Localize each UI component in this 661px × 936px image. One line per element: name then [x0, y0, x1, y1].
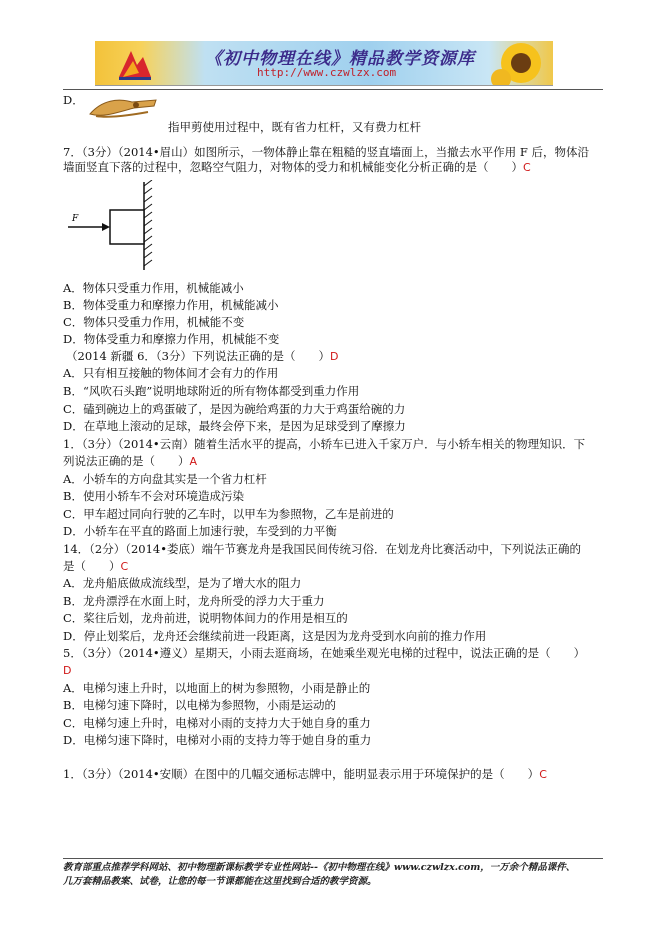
q4-stem-line-1: 14．（2分）（2014•娄底）端午节赛龙舟是我国民间传统习俗．在划龙舟比赛活动中，下列说法正确的 — [63, 542, 581, 556]
q3-option-c: C．甲车超过同向行驶的乙车时，以甲车为参照物，乙车是前进的 — [63, 507, 394, 521]
q2-option-c: C．磕到碗边上的鸡蛋破了，是因为碗给鸡蛋的力大于鸡蛋给碗的力 — [63, 402, 406, 416]
q1-option-b: B．物体受重力和摩擦力作用，机械能减小 — [63, 298, 279, 312]
q1-stem-line-2: 墙面竖直下落的过程中，忽略空气阻力，对物体的受力和机械能变化分析正确的是（ ）C — [63, 160, 531, 174]
banner-title: 《初中物理在线》精品教学资源库 — [205, 49, 475, 69]
q4-stem-line-2: 是（ ）C — [63, 559, 129, 573]
q5-option-b: B．电梯匀速下降时，以电梯为参照物，小雨是运动的 — [63, 698, 336, 712]
footer-divider — [63, 858, 603, 859]
footer-line-2: 几万套精品教案、试卷，让您的每一节课都能在这里找到合适的教学资源。 — [63, 876, 377, 887]
force-label: F — [72, 214, 79, 224]
q1-option-d: D．物体受重力和摩擦力作用，机械能不变 — [63, 332, 280, 346]
q3-option-a: A．小轿车的方向盘其实是一个省力杠杆 — [63, 472, 267, 486]
q1-option-a: A．物体只受重力作用，机械能减小 — [63, 281, 244, 295]
q5-option-c: C．电梯匀速上升时，电梯对小雨的支持力大于她自身的重力 — [63, 716, 371, 730]
header-divider — [63, 89, 603, 90]
force-wall-diagram — [66, 180, 166, 272]
q4-option-a: A．龙舟船底做成流线型，是为了增大水的阻力 — [63, 576, 302, 590]
q3-stem-line-2: 列说法正确的是（ ）A — [63, 454, 198, 468]
q4-answer: C — [120, 560, 129, 573]
header-banner — [95, 41, 553, 86]
q4-option-c: C．桨往后划，龙舟前进，说明物体间力的作用是相互的 — [63, 611, 348, 625]
q4-option-b: B．龙舟漂浮在水面上时，龙舟所受的浮力大于重力 — [63, 594, 325, 608]
banner-url[interactable]: http://www.czwlzx.com — [257, 66, 397, 79]
q1-answer: C — [523, 161, 531, 174]
q3-option-d: D．小轿车在平直的路面上加速行驶，车受到的力平衡 — [63, 524, 337, 538]
q3-answer: A — [189, 455, 198, 468]
q5-answer: D — [63, 664, 72, 677]
q3-option-b: B．使用小轿车不会对环境造成污染 — [63, 489, 244, 503]
site-logo-icon — [117, 47, 153, 81]
footer-line-1: 教育部重点推荐学科网站、初中物理新课标教学专业性网站--《初中物理在线》www.czwlzx.com，一万余个精品课件、 — [63, 862, 576, 873]
prev-option-caption: 指甲剪使用过程中，既有省力杠杆，又有费力杠杆 — [168, 120, 421, 134]
q2-option-b: B．“风吹石头跑”说明地球附近的所有物体都受到重力作用 — [63, 384, 360, 398]
nail-clipper-icon — [88, 96, 158, 122]
q5-stem-line-1: 5．（3分）（2014•遵义）星期天，小雨去逛商场，在她乘坐观光电梯的过程中，说法正确的是（ ） — [63, 646, 586, 660]
sunflower-icon — [491, 41, 547, 86]
q2-answer: D — [329, 350, 339, 363]
q1-option-c: C．物体只受重力作用，机械能不变 — [63, 315, 245, 329]
q1-stem-line-1: 7．（3分）（2014•眉山）如图所示，一物体静止靠在粗糙的竖直墙面上，当撤去水平作用 F 后，物体沿 — [63, 145, 589, 159]
q6-answer: C — [539, 768, 547, 781]
q2-option-d: D．在草地上滚动的足球，最终会停下来，是因为足球受到了摩擦力 — [63, 419, 406, 433]
q2-stem-line-1: （2014 新疆 6．（3分）下列说法正确的是（ ）D — [66, 349, 339, 363]
prev-option-label: D． — [63, 93, 84, 107]
q5-option-a: A．电梯匀速上升时，以地面上的树为参照物，小雨是静止的 — [63, 681, 371, 695]
q3-stem-line-1: 1．（3分）（2014•云南）随着生活水平的提高，小轿车已进入千家万户．与小轿车相关的物理知识．下 — [63, 437, 586, 451]
q5-answer-line — [63, 663, 71, 678]
q4-option-d: D．停止划桨后，龙舟还会继续前进一段距离，这是因为龙舟受到水向前的推力作用 — [63, 629, 487, 643]
q2-option-a: A．只有相互接触的物体间才会有力的作用 — [63, 366, 279, 380]
q5-option-d: D．电梯匀速下降时，电梯对小雨的支持力等于她自身的重力 — [63, 733, 372, 747]
q6-stem-line-1: 1．（3分）（2014•安顺）在图中的几幅交通标志牌中，能明显表示用于环境保护的是（ ）C — [63, 767, 547, 781]
